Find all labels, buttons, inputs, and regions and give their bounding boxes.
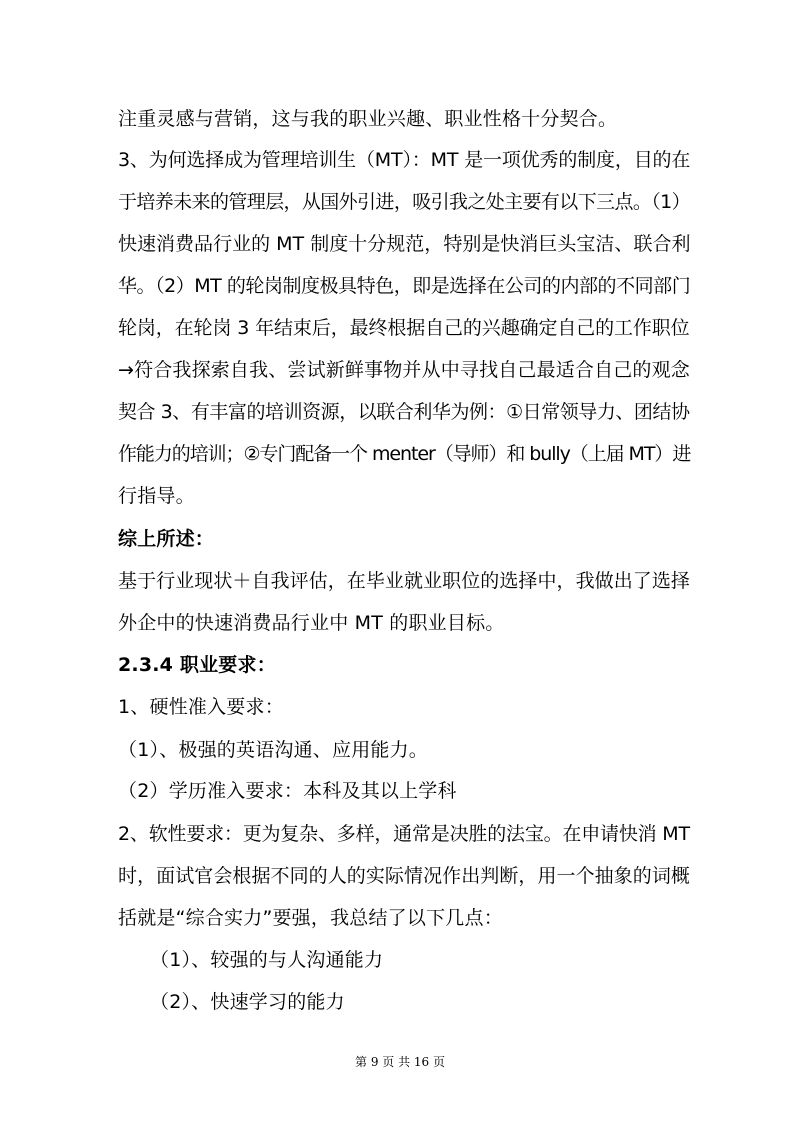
requirement-line: （2）学历准入要求：本科及其以上学科	[118, 780, 457, 802]
requirement-line: 1、硬性准入要求：	[118, 696, 284, 718]
paragraph-line: 轮岗，在轮岗 3 年结束后，最终根据自己的兴趣确定自己的工作职位	[118, 317, 690, 339]
summary-line: 基于行业现状＋自我评估，在毕业就业职位的选择中，我做出了选择	[118, 570, 691, 592]
paragraph-line: 作能力的培训；②专门配备一个 menter（导师）和 bully（上届 MT）进	[118, 443, 691, 465]
page-footer: 第 9 页 共 16 页	[355, 1055, 445, 1069]
paragraph-line: 快速消费品行业的 MT 制度十分规范，特别是快消巨头宝洁、联合利	[118, 233, 691, 255]
paragraph-line: 华。（2）MT 的轮岗制度极具特色，即是选择在公司的内部的不同部门	[118, 275, 691, 297]
paragraph-line: 3、为何选择成为管理培训生（MT）：MT 是一项优秀的制度，目的在	[118, 149, 691, 171]
summary-line: 外企中的快速消费品行业中 MT 的职业目标。	[118, 612, 505, 634]
section-heading: 2.3.4 职业要求：	[118, 654, 276, 676]
summary-heading: 综上所述：	[118, 528, 215, 550]
requirement-line: （2）、快速学习的能力	[150, 991, 345, 1013]
paragraph-line: 行指导。	[118, 485, 195, 507]
paragraph-line: 契合 3、有丰富的培训资源，以联合利华为例：①日常领导力、团结协	[118, 401, 690, 423]
requirement-line: 括就是“综合实力”要强，我总结了以下几点：	[118, 907, 503, 929]
requirement-line: 时，面试官会根据不同的人的实际情况作出判断，用一个抽象的词概	[118, 865, 691, 887]
paragraph-line: →符合我探索自我、尝试新鲜事物并从中寻找自己最适合自己的观念	[118, 359, 690, 381]
requirement-line: 2、软性要求：更为复杂、多样，通常是决胜的法宝。在申请快消 MT	[118, 823, 690, 845]
paragraph-line: 于培养未来的管理层，从国外引进，吸引我之处主要有以下三点。（1）	[118, 191, 690, 213]
requirement-line: （1）、较强的与人沟通能力	[150, 949, 384, 971]
paragraph-line: 注重灵感与营销，这与我的职业兴趣、职业性格十分契合。	[118, 108, 618, 130]
requirement-line: （1）、极强的英语沟通、应用能力。	[118, 739, 428, 761]
